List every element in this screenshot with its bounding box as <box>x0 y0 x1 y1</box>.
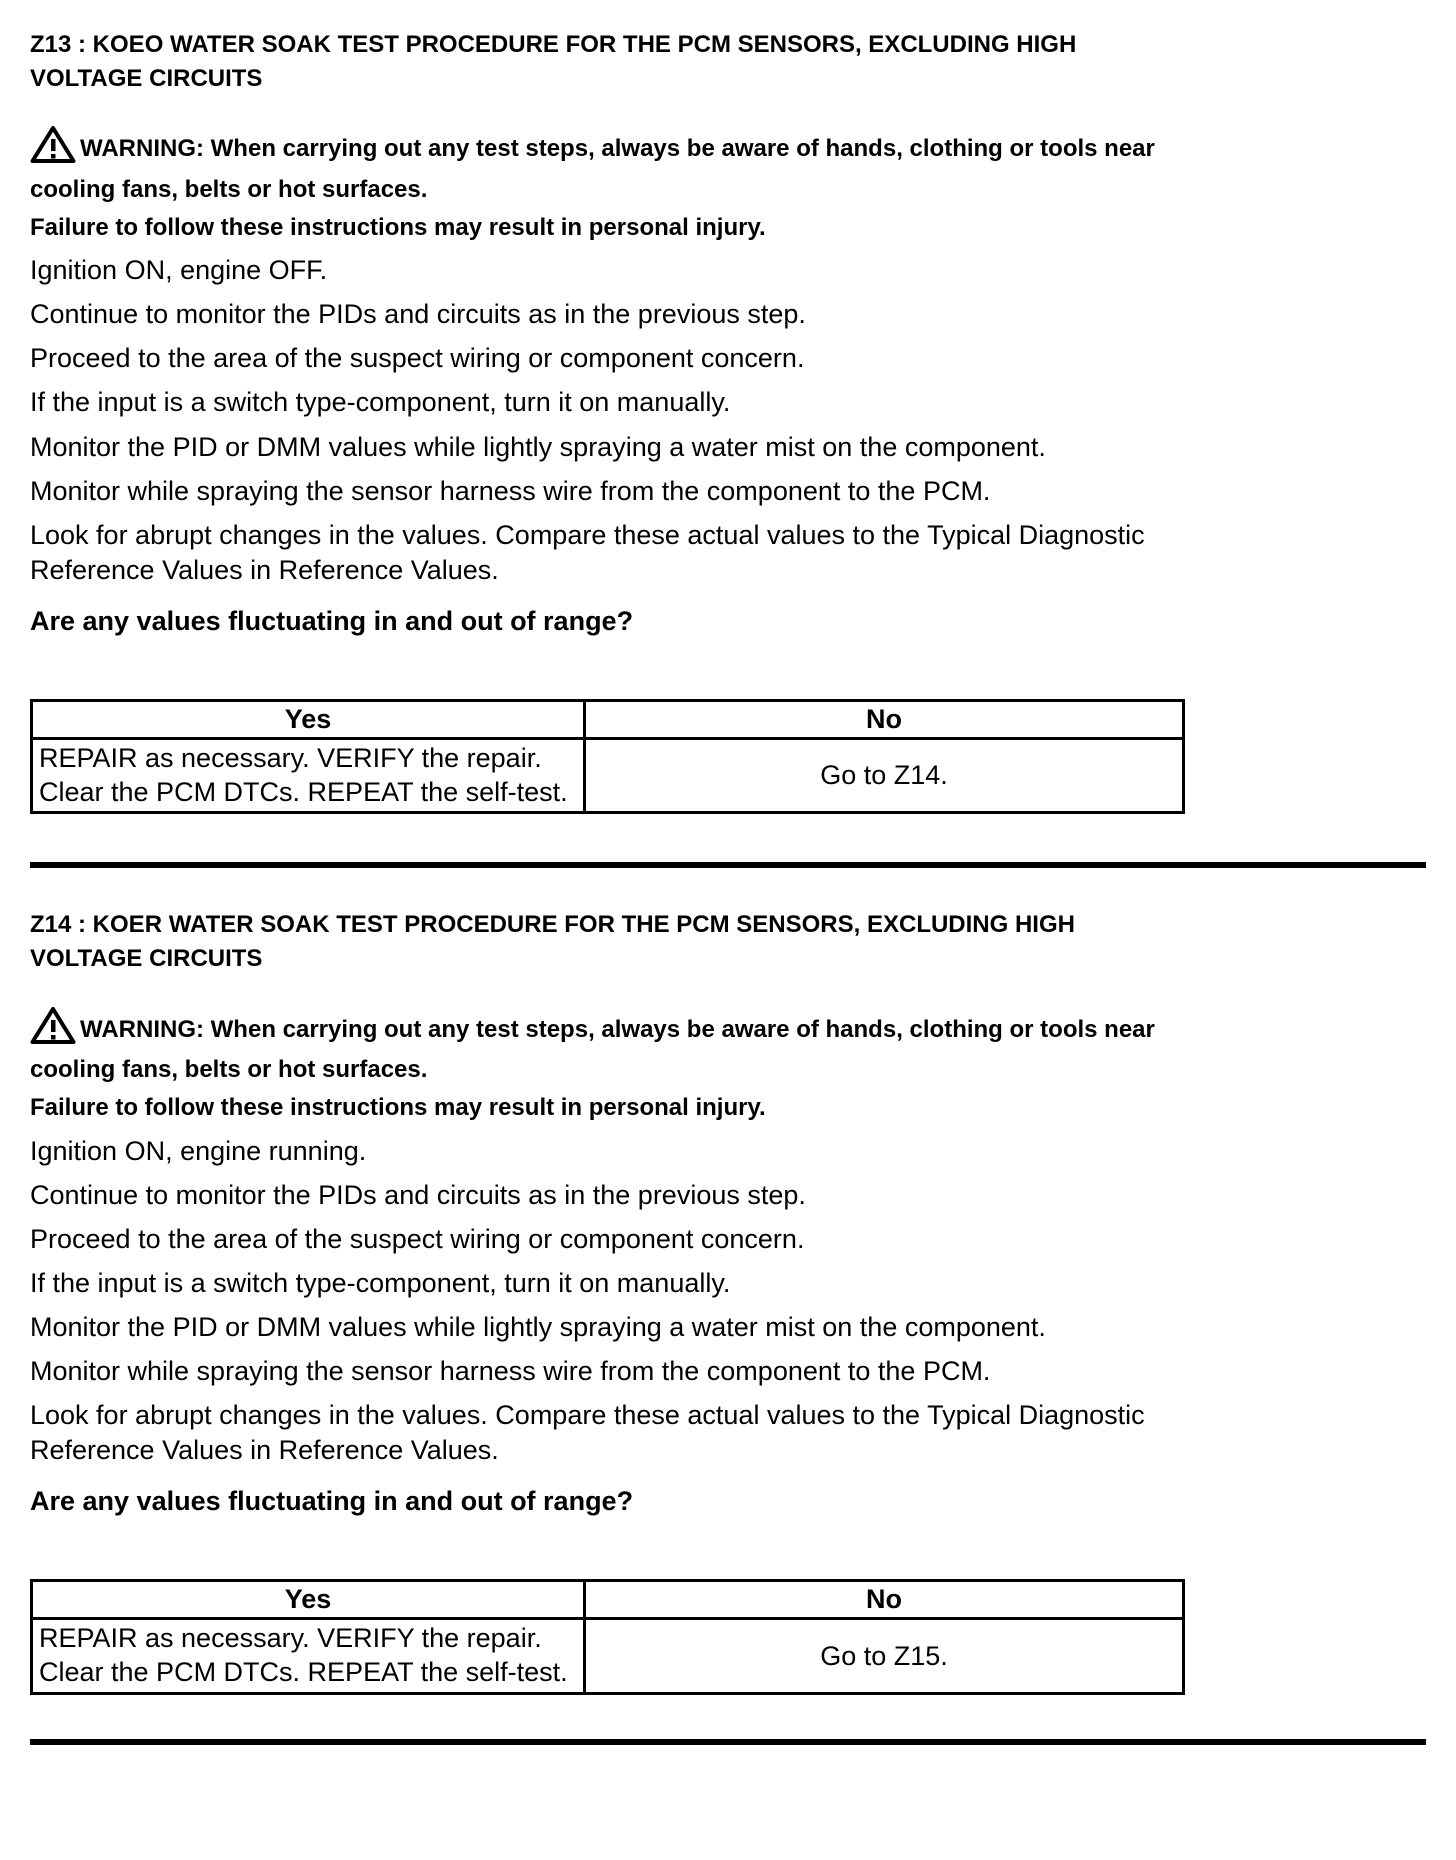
question-text: Are any values fluctuating in and out of range? <box>30 605 634 636</box>
question-text: Are any values fluctuating in and out of range? <box>30 1486 634 1517</box>
step: Monitor the PID or DMM values while lightly spraying a water mist on the component. <box>30 431 1046 462</box>
step: Look for abrupt changes in the values. Compare these actual values to the Typical Diagnostic Reference Values in Reference Values. <box>30 519 1145 585</box>
warning-text: WARNING: When carrying out any test steps, always be aware of hands, clothing or tools near cooling fans, belts or hot surfaces. <box>30 135 1155 203</box>
warning-triangle-icon <box>30 125 76 174</box>
section-z13 <box>30 28 1426 814</box>
warning-block <box>30 125 1210 243</box>
no-action-cell: Go to Z14. <box>584 738 1183 813</box>
warning-block <box>30 1006 1210 1124</box>
section-divider <box>30 862 1426 868</box>
decision-table <box>30 699 1185 815</box>
warning-triangle-icon <box>30 1006 76 1055</box>
step: Continue to monitor the PIDs and circuits as in the previous step. <box>30 1179 806 1210</box>
section-z14 <box>30 908 1426 1694</box>
step: Ignition ON, engine running. <box>30 1135 367 1166</box>
step: Look for abrupt changes in the values. Compare these actual values to the Typical Diagnostic Reference Values in Reference Values. <box>30 1400 1145 1466</box>
decision-table <box>30 1579 1185 1695</box>
table-row <box>32 1619 1184 1694</box>
step: If the input is a switch type-component, turn it on manually. <box>30 1267 731 1298</box>
warning-text: WARNING: When carrying out any test steps, always be aware of hands, clothing or tools near cooling fans, belts or hot surfaces. <box>30 1015 1155 1084</box>
step: Proceed to the area of the suspect wiring or component concern. <box>30 1223 805 1254</box>
table-row <box>32 738 1184 813</box>
yes-action-cell: REPAIR as necessary. VERIFY the repair. Clear the PCM DTCs. REPEAT the self-test. <box>32 1619 585 1694</box>
warning-failure-text: Failure to follow these instructions may result in personal injury. <box>30 213 766 241</box>
warning-failure-text: Failure to follow these instructions may result in personal injury. <box>30 1093 766 1121</box>
bottom-divider <box>30 1739 1426 1745</box>
table-header-no: No <box>584 1581 1183 1619</box>
step: Monitor while spraying the sensor harness wire from the component to the PCM. <box>30 475 991 506</box>
yes-action-cell: REPAIR as necessary. VERIFY the repair. Clear the PCM DTCs. REPEAT the self-test. <box>32 738 585 813</box>
table-header-yes: Yes <box>32 700 585 738</box>
step: Monitor while spraying the sensor harness wire from the component to the PCM. <box>30 1356 991 1387</box>
no-action-cell: Go to Z15. <box>584 1619 1183 1694</box>
step: Proceed to the area of the suspect wiring or component concern. <box>30 343 805 374</box>
step: Monitor the PID or DMM values while lightly spraying a water mist on the component. <box>30 1312 1046 1343</box>
step: If the input is a switch type-component, turn it on manually. <box>30 387 731 418</box>
table-header-row <box>32 1581 1184 1619</box>
table-header-yes: Yes <box>32 1581 585 1619</box>
section-title: Z13 : KOEO WATER SOAK TEST PROCEDURE FOR THE PCM SENSORS, EXCLUDING HIGH VOLTAGE CIRCUITS <box>30 31 1077 92</box>
procedure-steps <box>30 1134 1426 1469</box>
table-header-row <box>32 700 1184 738</box>
step: Continue to monitor the PIDs and circuits as in the previous step. <box>30 299 806 330</box>
step: Ignition ON, engine OFF. <box>30 255 328 286</box>
procedure-steps <box>30 253 1426 588</box>
table-header-no: No <box>584 700 1183 738</box>
section-title: Z14 : KOER WATER SOAK TEST PROCEDURE FOR THE PCM SENSORS, EXCLUDING HIGH VOLTAGE CIRCUITS <box>30 911 1075 973</box>
